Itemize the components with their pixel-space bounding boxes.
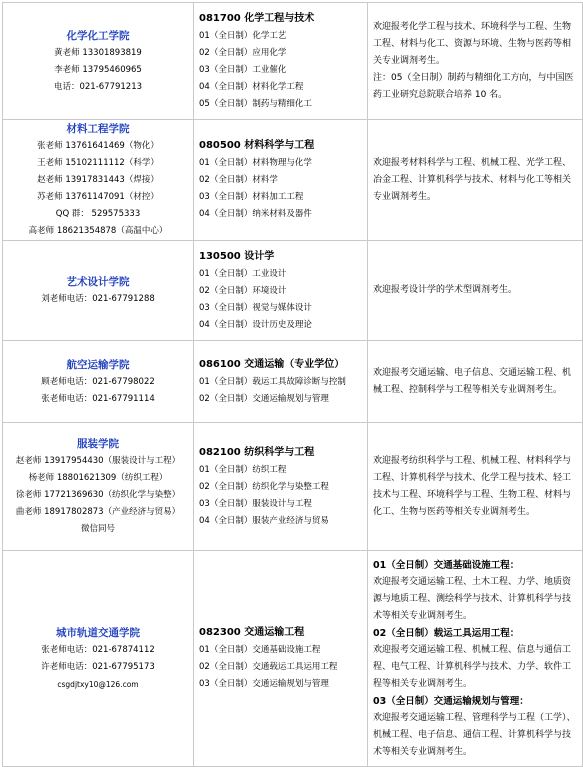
contact-line: 李老师 13795460965 [54, 64, 142, 75]
direction-item: 02（全日制）应用化学 [199, 47, 287, 58]
contact-line: 赵老师 13917954430（服装设计与工程） [15, 456, 181, 466]
remark-text: 欢迎报考交通运输工程、管理科学与工程（工学）、机械工程、电子信息、通信工程、计算机科学与技术等相关专业调剂考生。 [373, 712, 576, 757]
remark-text: 欢迎报考设计学的学术型调剂考生。 [373, 285, 518, 295]
school-cell [3, 423, 194, 551]
remark-cell [368, 341, 583, 423]
direction-item: 03（全日制）视觉与媒体设计 [199, 302, 312, 313]
major-cell [194, 3, 368, 120]
major-cell [194, 551, 368, 767]
major-cell [194, 241, 368, 341]
remark-cell [368, 3, 583, 120]
contact-line: 苏老师 13761147091（材控） [37, 192, 159, 202]
direction-item: 01（全日制）化学工艺 [199, 30, 287, 41]
direction-item: 01（全日制）交通基础设施工程 [199, 645, 321, 655]
contact-line: 许老师电话：021-67795173 [41, 662, 155, 672]
direction-item: 04（全日制）纳米材料及器件 [199, 209, 312, 219]
direction-item: 03（全日制）工业催化 [199, 64, 287, 75]
contact-line: 王老师 15102111112（科学） [37, 158, 159, 168]
table-row [3, 551, 583, 767]
contact-line: 张老师电话：021-67791114 [41, 393, 155, 404]
major-title: 082100 纺织科学与工程 [199, 446, 315, 458]
direction-item: 01（全日制）材料物理与化学 [199, 158, 312, 168]
direction-item: 04（全日制）设计历史及理论 [199, 319, 312, 330]
contact-line: 张老师电话：021-67874112 [41, 645, 155, 655]
remark-text: 欢迎报考纺织科学与工程、机械工程、材料科学与工程、计算机科学与技术、化学工程与技术、轻工技术与工程、环境科学与工程、生物工程、材料与化工、生物与医药等相关专业调剂考生。 [373, 455, 572, 517]
direction-item: 05（全日制）制药与精细化工 [199, 98, 312, 109]
direction-item: 03（全日制）材料加工工程 [199, 192, 304, 202]
table-row [3, 120, 583, 241]
remark-text: 欢迎报考交通运输工程、土木工程、力学、地质资源与地质工程、测绘科学与技术、计算机科学与技术等相关专业调剂考生。 [373, 576, 572, 621]
table-row [3, 241, 583, 341]
school-cell [3, 241, 194, 341]
contact-line: 张老师 13761641469（物化） [37, 141, 159, 151]
major-title: 082300 交通运输工程 [199, 627, 305, 638]
direction-item: 04（全日制）材料化学工程 [199, 81, 304, 92]
remark-text: 欢迎报考材料科学与工程、机械工程、光学工程、冶金工程、计算机科学与技术、材料与化工等相关专业调剂考生。 [373, 157, 572, 202]
remark-subhead: 03（全日制）交通运输规划与管理： [373, 695, 529, 707]
table-row [3, 341, 583, 423]
direction-item: 02（全日制）交通载运工具运用工程 [199, 662, 338, 672]
remark-cell [368, 551, 583, 767]
school-cell [3, 341, 194, 423]
contact-line: 曲老师 18917802873（产业经济与贸易） [15, 507, 181, 517]
direction-item: 02（全日制）纺织化学与染整工程 [199, 481, 329, 492]
school-cell [3, 3, 194, 120]
direction-item: 04（全日制）服装产业经济与贸易 [199, 515, 329, 526]
school-name: 航空运输学院 [66, 358, 130, 371]
direction-item: 01（全日制）工业设计 [199, 268, 287, 279]
school-name: 化学化工学院 [66, 29, 130, 42]
school-name: 服装学院 [77, 438, 119, 450]
direction-item: 02（全日制）交通运输规划与管理 [199, 393, 329, 404]
direction-item: 02（全日制）环境设计 [199, 285, 287, 296]
school-cell [3, 120, 194, 241]
remark-cell [368, 241, 583, 341]
direction-item: 01（全日制）纺织工程 [199, 464, 287, 475]
remark-text: 欢迎报考化学工程与技术、环境科学与工程、生物工程、材料与化工、资源与环境、生物与医药等相关专业调剂考生。 [373, 21, 572, 66]
wechat-note: 微信同号 [80, 524, 115, 534]
direction-item: 01（全日制）载运工具故障诊断与控制 [199, 376, 346, 387]
major-title: 080500 材料科学与工程 [199, 140, 315, 151]
contact-line: 赵老师 13917831443（焊接） [37, 175, 159, 185]
remark-subhead: 01（全日制）交通基础设施工程： [373, 559, 520, 571]
contact-line: 刘老师电话：021-67791288 [41, 294, 155, 304]
school-name: 材料工程学院 [66, 123, 130, 135]
table-row [3, 3, 583, 120]
direction-item: 03（全日制）交通运输规划与管理 [199, 679, 329, 689]
school-name: 城市轨道交通学院 [56, 627, 140, 639]
contact-line: 高老师 18621354878（高温中心） [28, 226, 168, 236]
school-cell [3, 551, 194, 767]
major-cell [194, 423, 368, 551]
contact-line: 杨老师 18801621309（纺织工程） [28, 473, 168, 483]
contact-line: 徐老师 17721369630（纺织化学与染整） [15, 490, 181, 500]
remark-cell [368, 423, 583, 551]
school-name: 艺术设计学院 [66, 276, 130, 288]
remark-text: 欢迎报考交通运输工程、机械工程、信息与通信工程、电气工程、计算机科学与技术、力学、软件工程等相关专业调剂考生。 [373, 644, 572, 689]
remark-note: 注：05（全日制）制药与精细化工方向，与中国医药工业研究总院联合培养 10 名。 [373, 72, 574, 100]
direction-item: 02（全日制）材料学 [199, 175, 278, 185]
qq-group: QQ 群： 529575333 [55, 209, 141, 219]
major-cell [194, 120, 368, 241]
direction-item: 03（全日制）服装设计与工程 [199, 498, 312, 509]
remark-subhead: 02（全日制）载运工具运用工程： [373, 627, 520, 639]
major-cell [194, 341, 368, 423]
major-title: 086100 交通运输（专业学位） [199, 358, 345, 370]
remark-cell [368, 120, 583, 241]
major-title: 130500 设计学 [199, 250, 275, 262]
remark-text: 欢迎报考交通运输、电子信息、交通运输工程、机械工程、控制科学与工程等相关专业调剂考生。 [373, 367, 572, 395]
table-row [3, 423, 583, 551]
email-address[interactable]: csgdjtxy10@126.com [57, 680, 139, 689]
contact-line: 黄老师 13301893819 [54, 47, 142, 58]
major-title: 081700 化学工程与技术 [199, 12, 315, 24]
recruitment-table [2, 2, 583, 767]
contact-line: 电话：021-67791213 [53, 81, 143, 92]
contact-line: 顾老师电话：021-67798022 [41, 376, 155, 387]
